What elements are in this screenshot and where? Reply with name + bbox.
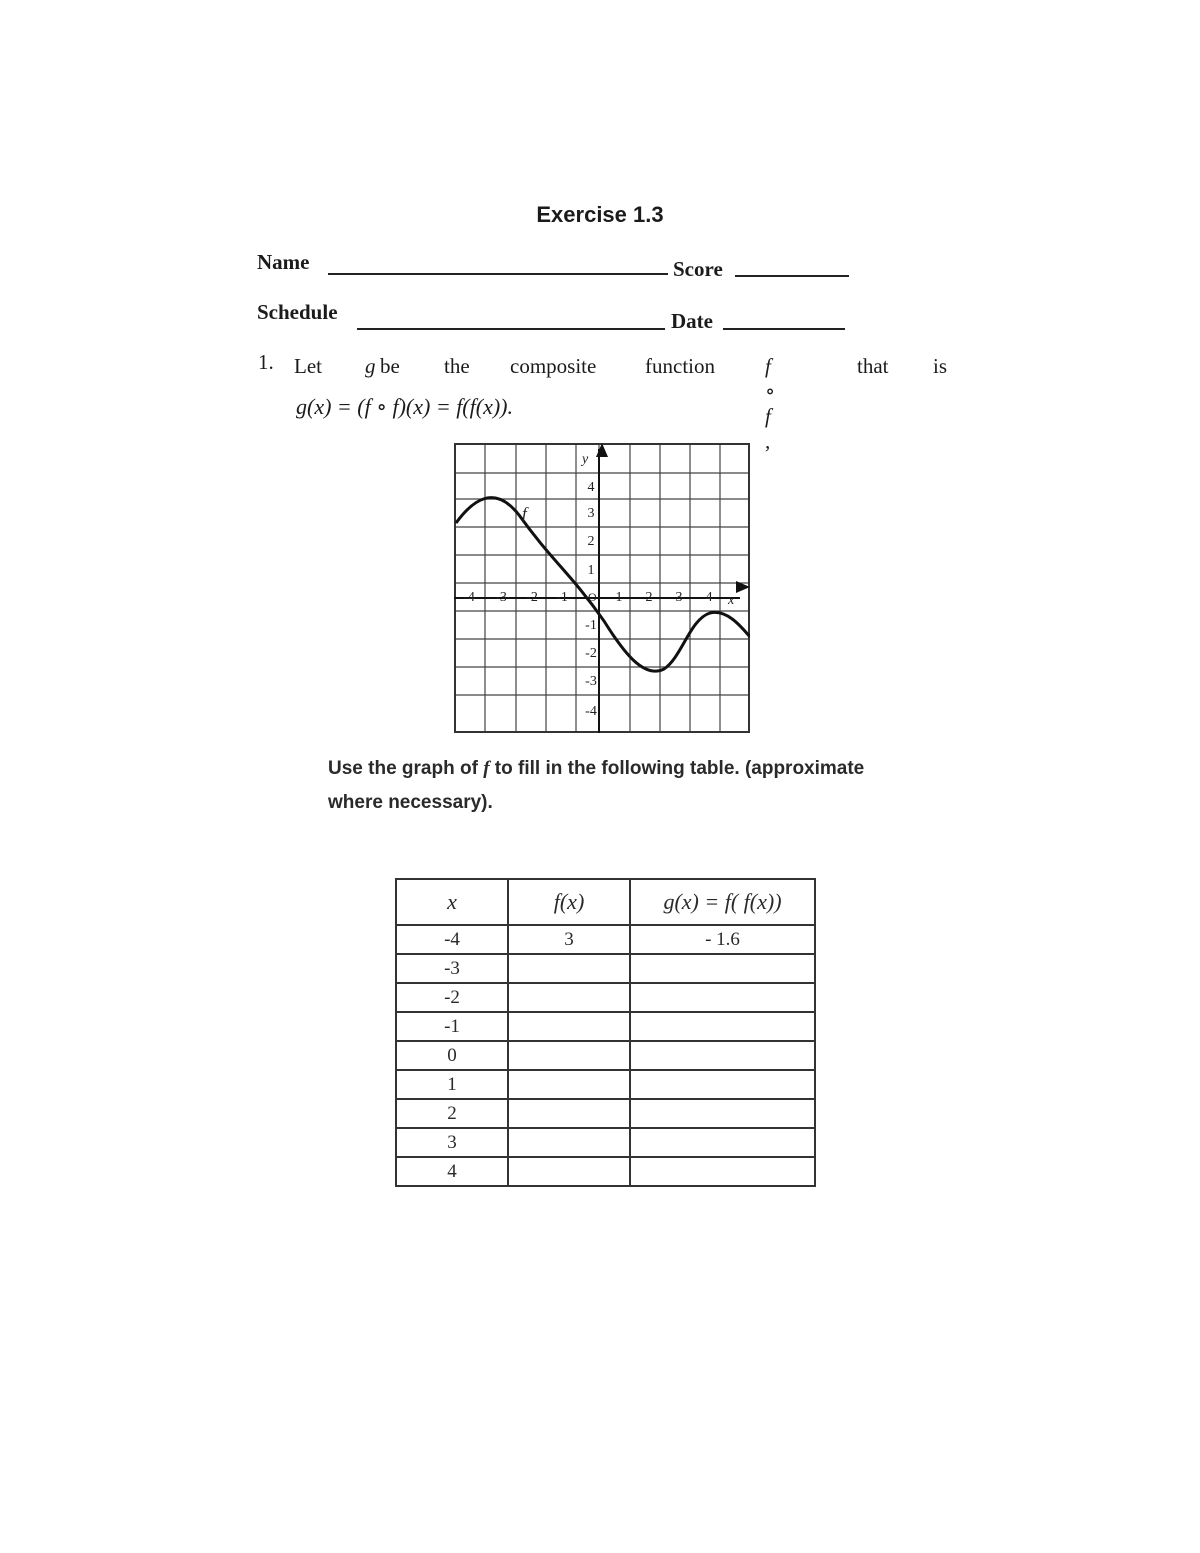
cell-f-of-x[interactable] xyxy=(508,983,630,1012)
graph-border xyxy=(455,444,749,732)
table-row xyxy=(396,1157,815,1186)
cell-f-of-x[interactable]: 3 xyxy=(508,925,630,954)
instruction-line2: where necessary). xyxy=(328,792,493,813)
exercise-title: Exercise 1.3 xyxy=(536,202,664,227)
x-axis-label: x xyxy=(728,593,735,608)
name-field[interactable] xyxy=(328,273,668,275)
y-tick-label: 1 xyxy=(587,563,595,578)
cell-f-of-x[interactable] xyxy=(508,1099,630,1128)
instruction-line1-start: Use the graph of xyxy=(328,758,478,779)
table-row xyxy=(396,983,815,1012)
problem-number: 1. xyxy=(258,350,274,374)
problem-word: that xyxy=(857,354,889,378)
y-tick-label: -2 xyxy=(585,646,597,661)
problem-word: composite xyxy=(510,354,597,378)
table-row xyxy=(396,1070,815,1099)
instruction-line1-end: to fill in the following table. (approximate xyxy=(494,758,865,779)
x-tick-label: 1 xyxy=(615,590,623,605)
y-tick-label: 2 xyxy=(587,534,595,549)
composite-formula: g(x) = (f ∘ f)(x) = f(f(x)). xyxy=(296,394,513,419)
cell-f-of-x[interactable] xyxy=(508,1012,630,1041)
problem-word: g xyxy=(365,354,376,378)
cell-g-of-x[interactable] xyxy=(630,954,815,983)
graph-of-f xyxy=(454,443,750,733)
header-x: x xyxy=(396,879,508,925)
cell-x: -1 xyxy=(396,1012,508,1041)
cell-x: -4 xyxy=(396,925,508,954)
table-row xyxy=(396,925,815,954)
cell-g-of-x[interactable] xyxy=(630,1157,815,1186)
y-axis-label: y xyxy=(582,452,589,467)
y-tick-label: -1 xyxy=(585,618,597,633)
grid-lines xyxy=(454,443,750,733)
schedule-field[interactable] xyxy=(357,328,665,330)
cell-f-of-x[interactable] xyxy=(508,954,630,983)
problem-word: f ∘ f , xyxy=(765,354,776,453)
cell-x: 2 xyxy=(396,1099,508,1128)
cell-g-of-x[interactable]: - 1.6 xyxy=(630,925,815,954)
x-tick-label: 3 xyxy=(675,590,683,605)
cell-g-of-x[interactable] xyxy=(630,983,815,1012)
y-tick-label: -3 xyxy=(585,674,597,689)
cell-g-of-x[interactable] xyxy=(630,1070,815,1099)
table-row xyxy=(396,1041,815,1070)
x-tick-label: -2 xyxy=(526,590,538,605)
cell-x: 0 xyxy=(396,1041,508,1070)
cell-x: 1 xyxy=(396,1070,508,1099)
table-row xyxy=(396,1128,815,1157)
cell-x: 4 xyxy=(396,1157,508,1186)
x-tick-label: 2 xyxy=(645,590,653,605)
cell-f-of-x[interactable] xyxy=(508,1157,630,1186)
cell-f-of-x[interactable] xyxy=(508,1070,630,1099)
x-tick-label: -1 xyxy=(556,590,568,605)
table-header-row xyxy=(396,879,815,925)
values-table xyxy=(395,878,816,1187)
y-tick-label: 3 xyxy=(587,506,595,521)
cell-g-of-x[interactable] xyxy=(630,1012,815,1041)
cell-f-of-x[interactable] xyxy=(508,1041,630,1070)
header-g-of-x: g(x) = f( f(x)) xyxy=(630,879,815,925)
problem-word: Let xyxy=(294,354,322,378)
date-label: Date xyxy=(671,309,713,333)
cell-x: 3 xyxy=(396,1128,508,1157)
y-tick-label: -4 xyxy=(585,704,597,719)
problem-word: the xyxy=(444,354,470,378)
schedule-label: Schedule xyxy=(257,300,338,324)
cell-g-of-x[interactable] xyxy=(630,1041,815,1070)
table-row xyxy=(396,1012,815,1041)
cell-g-of-x[interactable] xyxy=(630,1099,815,1128)
instruction-f: f xyxy=(483,758,490,779)
cell-x: -3 xyxy=(396,954,508,983)
table-row xyxy=(396,1099,815,1128)
cell-x: -2 xyxy=(396,983,508,1012)
origin-label: O xyxy=(588,590,597,604)
name-label: Name xyxy=(257,250,310,274)
date-field[interactable] xyxy=(723,328,845,330)
problem-word: be xyxy=(380,354,400,378)
cell-f-of-x[interactable] xyxy=(508,1128,630,1157)
x-tick-label: -4 xyxy=(463,590,475,605)
header-f-of-x: f(x) xyxy=(508,879,630,925)
score-label: Score xyxy=(673,257,723,281)
problem-word: function xyxy=(645,354,715,378)
cell-g-of-x[interactable] xyxy=(630,1128,815,1157)
problem-word: is xyxy=(933,354,948,378)
score-field[interactable] xyxy=(735,275,849,277)
y-tick-label: 4 xyxy=(587,480,595,495)
curve-f xyxy=(456,498,750,672)
y-axis-arrow xyxy=(596,443,608,457)
x-tick-label: 4 xyxy=(705,590,713,605)
table-row xyxy=(396,954,815,983)
x-tick-label: -3 xyxy=(495,590,507,605)
instruction-text xyxy=(328,752,928,820)
curve-f-label: f xyxy=(522,504,527,523)
